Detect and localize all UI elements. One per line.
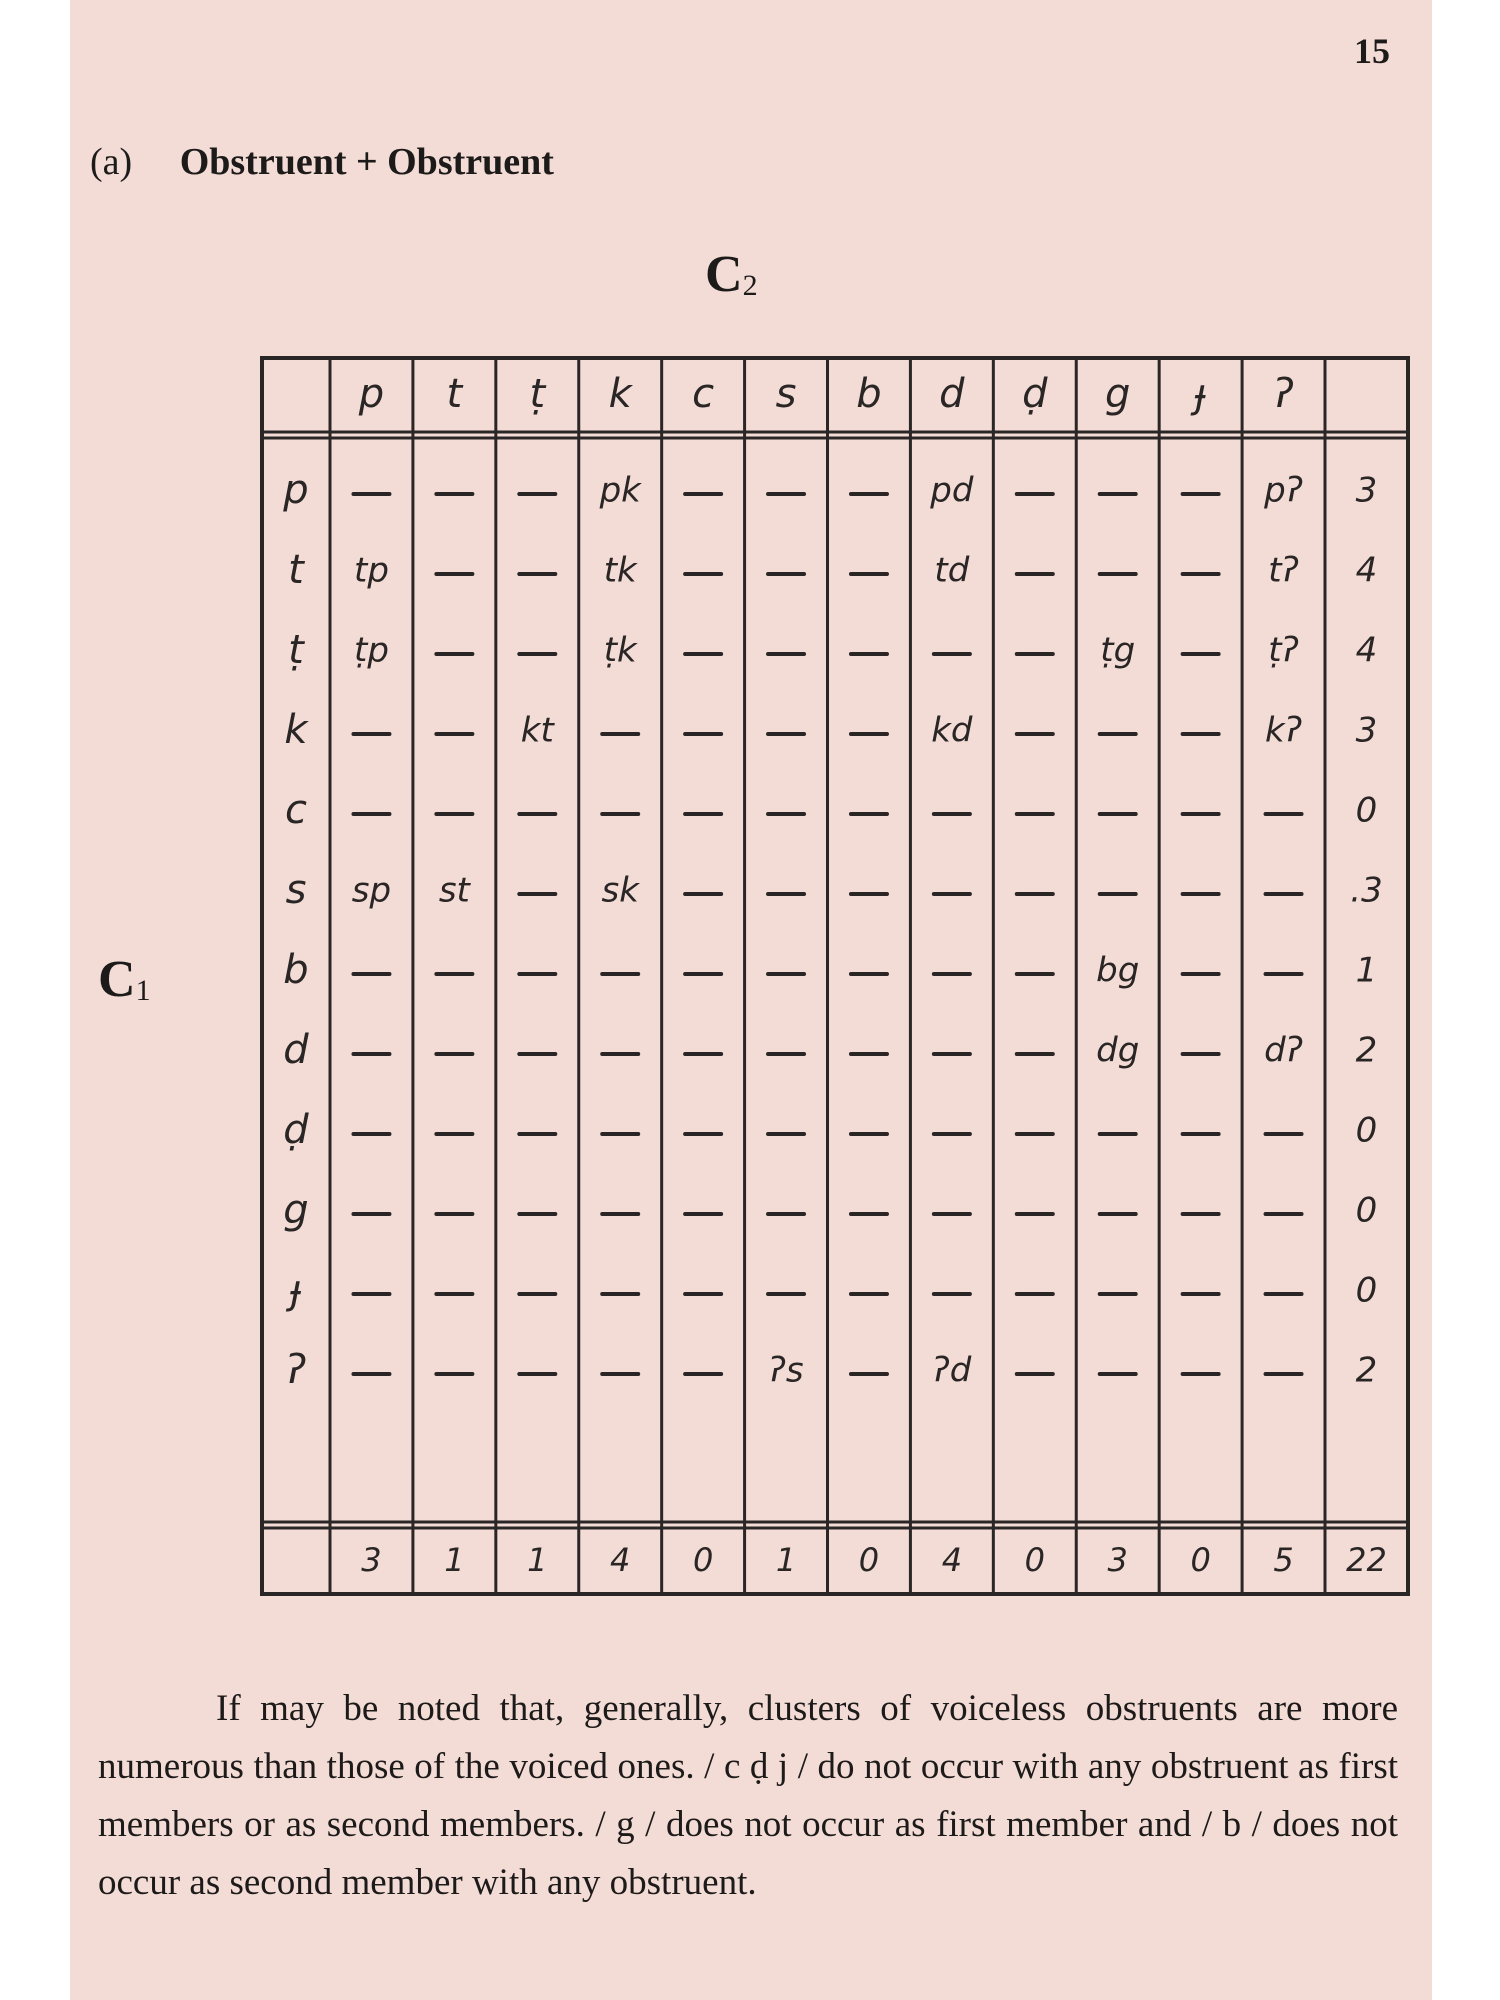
- row-total: 0: [1355, 1190, 1378, 1231]
- cluster-cell: tp: [353, 550, 389, 591]
- row-total: .3: [1350, 870, 1383, 911]
- cluster-cell: td: [934, 550, 970, 591]
- body-paragraph: If may be noted that, generally, clusters of voiceless obstruents are more numerous than those of the voiced ones. / c ḍ j / do not occur with any obstruent as first members or as second members. / g / does not occur as first member and / b / does not occur as second member with any obstruent.: [98, 1688, 1398, 1903]
- cluster-cell: tʔ: [1268, 550, 1299, 591]
- column-header: k: [608, 371, 632, 417]
- cluster-cell: ʔs: [768, 1350, 804, 1391]
- c2-axis-label: [705, 245, 758, 304]
- row-header: k: [284, 707, 308, 753]
- c1-axis-label: [98, 950, 151, 1009]
- column-total: 3: [1107, 1541, 1128, 1579]
- column-header: g: [1105, 371, 1131, 417]
- cluster-cell: bg: [1096, 950, 1140, 991]
- c1-label-subscript: 1: [135, 974, 151, 1007]
- row-header: g: [283, 1187, 309, 1233]
- column-total: 5: [1273, 1541, 1294, 1579]
- row-header: t: [288, 547, 304, 593]
- cluster-cell: tk: [603, 550, 637, 591]
- row-header: s: [285, 867, 307, 913]
- column-header: s: [775, 371, 797, 417]
- c2-label-subscript: 2: [742, 269, 758, 302]
- row-total: 4: [1355, 630, 1378, 671]
- row-total: 4: [1355, 550, 1378, 591]
- cluster-cell: pd: [930, 470, 974, 511]
- row-header: c: [285, 787, 307, 833]
- row-header: d: [283, 1027, 309, 1073]
- row-total: 3: [1355, 710, 1378, 751]
- cluster-cell: st: [438, 870, 470, 911]
- column-total: 1: [444, 1541, 465, 1579]
- cluster-cell: kʔ: [1265, 710, 1303, 751]
- body-text: [98, 1680, 1398, 1912]
- c2-label-base: C: [705, 246, 743, 303]
- cluster-matrix: [260, 352, 1410, 1602]
- row-header: ɟ: [289, 1267, 303, 1313]
- column-header: b: [856, 371, 882, 417]
- row-header: p: [283, 467, 309, 513]
- row-total: 2: [1355, 1350, 1378, 1391]
- column-total: 4: [610, 1541, 631, 1579]
- cluster-cell: dʔ: [1264, 1030, 1304, 1071]
- row-total: 1: [1355, 950, 1378, 991]
- cluster-cell: kd: [931, 710, 973, 751]
- cluster-cell: ṭg: [1100, 630, 1136, 671]
- row-header: b: [283, 947, 309, 993]
- row-total: 2: [1355, 1030, 1378, 1071]
- cluster-cell: kt: [520, 710, 554, 751]
- column-header: ʔ: [1273, 371, 1294, 417]
- column-header: p: [358, 371, 385, 417]
- column-total: 4: [941, 1541, 963, 1579]
- column-total: 1: [527, 1541, 548, 1579]
- book-page: [70, 0, 1432, 2000]
- row-header: ṭ: [288, 627, 304, 673]
- section-label: (a): [90, 141, 133, 183]
- section-heading: [90, 140, 554, 184]
- column-header: ṭ: [529, 371, 546, 417]
- column-total: 0: [858, 1541, 880, 1579]
- cluster-cell: ʔd: [932, 1350, 972, 1391]
- row-header: ʔ: [285, 1347, 307, 1393]
- cluster-cell: pʔ: [1264, 470, 1304, 511]
- page-number: 15: [1354, 31, 1390, 71]
- cluster-cell: pk: [599, 470, 641, 511]
- section-title: Obstruent + Obstruent: [179, 141, 554, 183]
- column-header: t: [446, 371, 463, 417]
- column-header: ḍ: [1022, 371, 1048, 417]
- column-total: 0: [1024, 1541, 1045, 1579]
- cluster-cell: ṭʔ: [1268, 630, 1299, 671]
- cluster-cell: dg: [1096, 1030, 1140, 1071]
- row-total: 0: [1355, 1270, 1378, 1311]
- column-header: c: [692, 371, 715, 417]
- row-total: 3: [1355, 470, 1378, 511]
- cluster-cell: sk: [601, 870, 639, 911]
- column-header: ɟ: [1194, 371, 1208, 417]
- cluster-cell: sp: [351, 870, 392, 911]
- row-header: ḍ: [283, 1107, 309, 1153]
- table-frame: [262, 358, 1408, 1594]
- column-total: 1: [775, 1541, 797, 1579]
- cluster-cell: ṭp: [353, 630, 389, 671]
- cluster-cell: ṭk: [603, 630, 637, 671]
- column-total: 0: [1190, 1541, 1211, 1579]
- c1-label-base: C: [98, 951, 136, 1008]
- column-total: 3: [361, 1541, 382, 1579]
- row-total: 0: [1355, 1110, 1378, 1151]
- row-total: 0: [1355, 790, 1378, 831]
- column-total: 0: [692, 1541, 714, 1579]
- grand-total: 22: [1346, 1541, 1387, 1579]
- column-header: d: [939, 371, 965, 417]
